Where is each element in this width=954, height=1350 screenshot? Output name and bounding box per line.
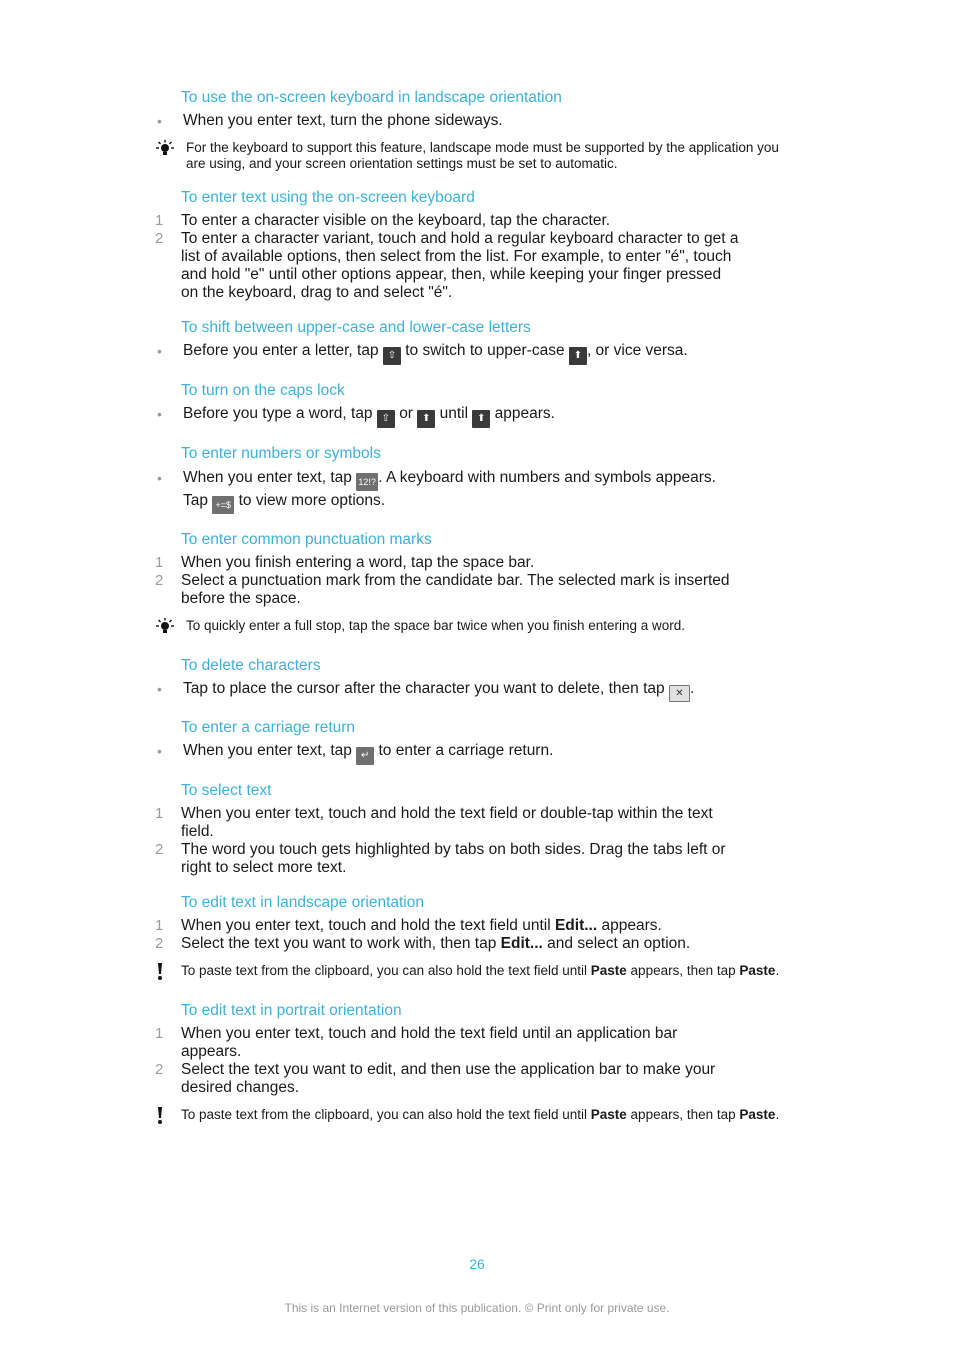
section-delete (155, 656, 795, 702)
text-fragment: . (775, 963, 780, 978)
section-heading: To edit text in landscape orientation (181, 894, 424, 911)
text-fragment: to switch to upper-case (405, 342, 565, 359)
list-item-text (183, 742, 743, 765)
section-heading: To turn on the caps lock (181, 382, 345, 399)
list-item-text (183, 680, 743, 702)
copyright-notice: This is an Internet version of this publication. © Print only for private use. (284, 1301, 670, 1315)
bullet-marker: • (157, 470, 162, 486)
list-item-text (183, 342, 743, 365)
list-item (155, 680, 795, 702)
step-text: To enter a character visible on the keyboard, tap the character. (181, 212, 611, 229)
text-fragment: Paste (590, 963, 627, 978)
step-text: When you enter text, touch and hold the text field or double-tap within the text field. (181, 805, 713, 840)
warning-text (181, 963, 781, 979)
step-number: 2 (155, 572, 164, 589)
warning-note (155, 963, 795, 985)
text-fragment: appears, then tap (630, 963, 736, 978)
text-fragment: Paste (739, 1107, 776, 1122)
list-item (155, 935, 795, 953)
tip-text: For the keyboard to support this feature, landscape mode must be supported by the application you are using, and your screen orientation settings must be set to automatic. (186, 140, 779, 171)
step-number: 1 (155, 212, 164, 229)
step-number: 1 (155, 805, 164, 822)
section-carriage-return (155, 718, 795, 765)
text-fragment: and select an option. (547, 935, 691, 952)
lightbulb-icon (155, 618, 186, 640)
list-item (155, 112, 795, 130)
list-item (155, 1061, 795, 1097)
text-fragment: Tap (183, 492, 208, 509)
text-fragment: When you enter text, tap (183, 469, 352, 486)
section-punctuation (155, 530, 795, 640)
shift-filled-icon: ⬆ (569, 347, 587, 365)
step-text: When you enter text, touch and hold the text field until an application bar appears. (181, 1025, 678, 1060)
page-content (155, 88, 795, 1145)
list-item (155, 572, 795, 608)
section-edit-portrait (155, 1001, 795, 1129)
backspace-icon: ✕ (669, 685, 690, 702)
caps-lock-icon: ⬆ (472, 410, 490, 428)
bullet-marker: • (157, 113, 162, 129)
section-heading: To use the on-screen keyboard in landscape orientation (181, 89, 562, 106)
bullet-marker: • (157, 343, 162, 359)
text-fragment: When you enter text, tap (183, 742, 352, 759)
symbols-key-icon: +=$ (212, 496, 234, 514)
text-fragment: . (775, 1107, 780, 1122)
text-fragment: To paste text from the clipboard, you can also hold the text field until (181, 1107, 587, 1122)
text-fragment: . A keyboard with numbers and symbols appears. (378, 469, 716, 486)
list-item (155, 917, 795, 935)
step-number: 2 (155, 935, 164, 952)
list-item (155, 742, 795, 765)
list-item (155, 554, 795, 572)
step-number: 2 (155, 841, 164, 858)
text-fragment: Before you enter a letter, tap (183, 342, 379, 359)
text-fragment: to enter a carriage return. (378, 742, 554, 759)
text-fragment: Before you type a word, tap (183, 405, 373, 422)
list-item-text (183, 405, 743, 428)
step-text: The word you touch gets highlighted by tabs on both sides. Drag the tabs left or right to select more text. (181, 841, 726, 876)
step-text: Select a punctuation mark from the candidate bar. The selected mark is inserted before the space. (181, 572, 730, 607)
list-item-text (183, 468, 743, 514)
shift-icon: ⇧ (377, 410, 395, 428)
section-heading: To select text (181, 782, 272, 799)
enter-icon: ↵ (356, 747, 374, 765)
text-fragment: or (399, 405, 413, 422)
bullet-marker: • (157, 743, 162, 759)
section-heading: To enter text using the on-screen keyboard (181, 189, 475, 206)
warning-text (181, 1107, 781, 1123)
step-number: 2 (155, 230, 164, 247)
list-item-text: When you enter text, turn the phone sideways. (183, 112, 503, 129)
text-fragment: Edit... (554, 917, 598, 934)
warning-note (155, 1107, 795, 1129)
step-text (181, 935, 741, 953)
tip-note (155, 140, 795, 172)
shift-filled-icon: ⬆ (417, 410, 435, 428)
section-heading: To enter a carriage return (181, 719, 356, 736)
section-landscape-keyboard (155, 88, 795, 172)
list-item (155, 841, 795, 877)
step-number: 1 (155, 554, 164, 571)
exclamation-icon (155, 1107, 181, 1129)
section-caps-lock (155, 381, 795, 428)
text-fragment: Edit... (500, 935, 543, 952)
section-heading: To delete characters (181, 657, 321, 674)
section-enter-text (155, 188, 795, 302)
shift-icon: ⇧ (383, 347, 401, 365)
lightbulb-icon (155, 140, 186, 162)
text-fragment: appears, then tap (630, 1107, 736, 1122)
page-number: 26 (469, 1256, 485, 1272)
list-item (155, 405, 795, 428)
text-fragment: appears. (494, 405, 555, 422)
step-text: Select the text you want to edit, and then use the application bar to make your desired changes. (181, 1061, 716, 1096)
text-fragment: When you enter text, touch and hold the text field until (181, 917, 551, 934)
step-text (181, 917, 741, 935)
list-item (155, 1025, 795, 1061)
text-fragment: Tap to place the cursor after the character you want to delete, then tap (183, 680, 665, 697)
bullet-marker: • (157, 406, 162, 422)
step-text: To enter a character variant, touch and hold a regular keyboard character to get a list of available options, then select from the list. For example, to enter "é", touch and hold "e" until other options appear, then, while keeping your finger pressed on the keyboard, drag to and select "é". (181, 230, 739, 301)
list-item (155, 468, 795, 514)
section-shift-case (155, 318, 795, 365)
step-number: 2 (155, 1061, 164, 1078)
step-text: When you finish entering a word, tap the space bar. (181, 554, 535, 571)
text-fragment: Paste (590, 1107, 627, 1122)
tip-text: To quickly enter a full stop, tap the space bar twice when you finish entering a word. (186, 618, 686, 633)
numbers-key-icon: 12!? (356, 473, 378, 491)
text-fragment: until (439, 405, 469, 422)
list-item (155, 342, 795, 365)
text-fragment: Select the text you want to work with, then tap (181, 935, 497, 952)
section-heading: To enter common punctuation marks (181, 531, 432, 548)
text-fragment: Paste (739, 963, 776, 978)
text-fragment: , or vice versa. (586, 342, 688, 359)
tip-note (155, 618, 795, 640)
text-fragment: to view more options. (238, 492, 386, 509)
step-number: 1 (155, 917, 164, 934)
text-fragment: appears. (601, 917, 662, 934)
list-item (155, 230, 795, 302)
step-number: 1 (155, 1025, 164, 1042)
text-fragment: . (689, 680, 695, 697)
section-heading: To shift between upper-case and lower-case letters (181, 319, 531, 336)
section-select-text (155, 781, 795, 877)
section-numbers-symbols (155, 444, 795, 514)
list-item (155, 212, 795, 230)
text-fragment: To paste text from the clipboard, you can also hold the text field until (181, 963, 587, 978)
section-heading: To edit text in portrait orientation (181, 1002, 402, 1019)
list-item (155, 805, 795, 841)
exclamation-icon (155, 963, 181, 985)
bullet-marker: • (157, 681, 162, 697)
section-edit-landscape (155, 893, 795, 985)
section-heading: To enter numbers or symbols (181, 445, 381, 462)
